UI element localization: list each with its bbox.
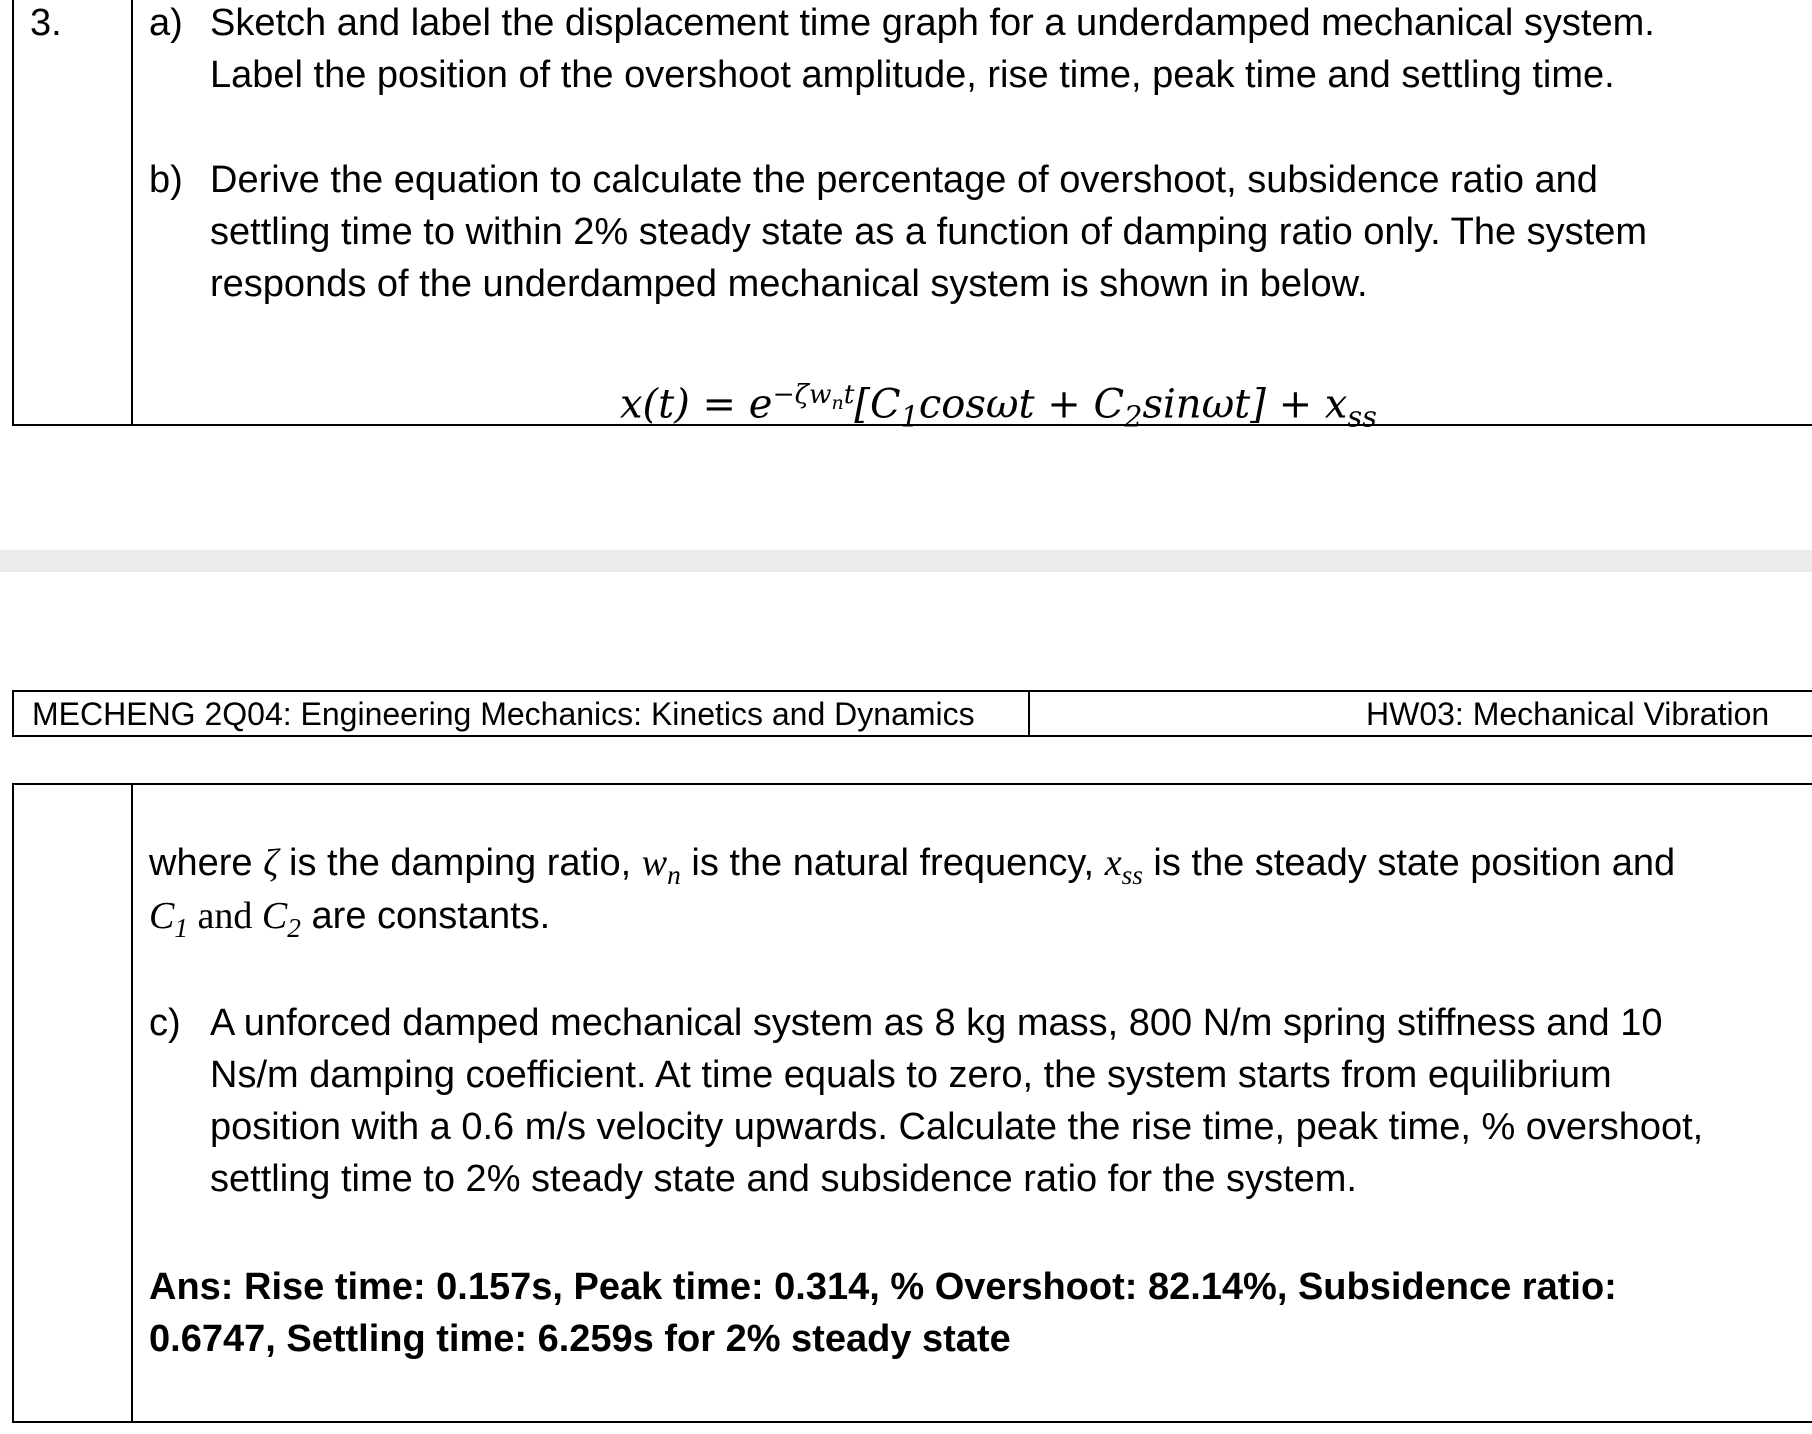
equation-exponent-tail: t bbox=[843, 379, 855, 410]
part-b-line-1: Derive the equation to calculate the percentage of overshoot, subsidence ratio and bbox=[210, 159, 1598, 201]
c1-sub: 1 bbox=[174, 912, 189, 943]
w-symbol: w bbox=[641, 842, 668, 884]
zeta-symbol: ζ bbox=[263, 842, 279, 884]
question-number: 3. bbox=[30, 2, 62, 44]
equation-c1-sub: 1 bbox=[900, 399, 919, 434]
where-line-2 bbox=[149, 893, 550, 951]
x-sub: ss bbox=[1121, 859, 1143, 890]
where-text-2: is the damping ratio, bbox=[278, 842, 642, 884]
part-c-marker: c) bbox=[149, 1002, 181, 1044]
part-b-marker: b) bbox=[149, 159, 183, 201]
part-c-line-1: A unforced damped mechanical system as 8 kg mass, 800 N/m spring stiffness and 10 bbox=[210, 1002, 1663, 1044]
where-line-1 bbox=[149, 840, 1675, 898]
part-a-marker: a) bbox=[149, 2, 183, 44]
answer-line-1: Ans: Rise time: 0.157s, Peak time: 0.314, % Overshoot: 82.14%, Subsidence ratio: bbox=[149, 1266, 1617, 1308]
where-text-3: is the natural frequency, bbox=[680, 842, 1105, 884]
header-divider bbox=[1028, 692, 1030, 735]
equation-lhs: x(t) = e bbox=[620, 381, 773, 428]
part-a-line-2: Label the position of the overshoot amplitude, rise time, peak time and settling time. bbox=[210, 54, 1615, 96]
column-divider bbox=[131, 0, 133, 424]
equation-exponent: −ζw bbox=[772, 379, 832, 410]
w-sub: n bbox=[667, 859, 681, 890]
c1-symbol: C bbox=[149, 895, 175, 937]
column-divider bbox=[131, 785, 133, 1421]
equation-sin-term: sinωt] + x bbox=[1142, 381, 1348, 428]
equation-bracket-open: [C bbox=[854, 381, 901, 428]
x-symbol: x bbox=[1104, 842, 1122, 884]
part-b-line-2: settling time to within 2% steady state as a function of damping ratio only. The system bbox=[210, 211, 1647, 253]
part-c-line-4: settling time to 2% steady state and subsidence ratio for the system. bbox=[210, 1158, 1357, 1200]
where-text-1: where bbox=[149, 842, 264, 884]
assignment-title: HW03: Mechanical Vibration bbox=[1366, 696, 1770, 732]
where-text-5: are constants. bbox=[300, 895, 551, 937]
part-c-line-3: position with a 0.6 m/s velocity upwards. Calculate the rise time, peak time, % overshoot, bbox=[210, 1106, 1704, 1148]
and-word: and bbox=[188, 895, 262, 937]
c2-sub: 2 bbox=[287, 912, 301, 943]
c2-symbol: C bbox=[261, 895, 288, 937]
equation-xss-sub: ss bbox=[1347, 399, 1377, 434]
part-a-line-1: Sketch and label the displacement time graph for a underdamped mechanical system. bbox=[210, 2, 1655, 44]
page-break bbox=[0, 550, 1812, 572]
part-b-line-3: responds of the underdamped mechanical system is shown in below. bbox=[210, 263, 1368, 305]
equation-c2-sub: 2 bbox=[1124, 399, 1143, 434]
equation-exponent-sub: n bbox=[831, 392, 844, 415]
course-title: MECHENG 2Q04: Engineering Mechanics: Kinetics and Dynamics bbox=[32, 696, 975, 732]
response-equation bbox=[620, 372, 1377, 440]
where-text-4: is the steady state position and bbox=[1142, 842, 1676, 884]
equation-cos-term: cosωt + C bbox=[918, 381, 1125, 428]
part-c-line-2: Ns/m damping coefficient. At time equals to zero, the system starts from equilibrium bbox=[210, 1054, 1612, 1096]
answer-line-2: 0.6747, Settling time: 6.259s for 2% steady state bbox=[149, 1318, 1011, 1360]
